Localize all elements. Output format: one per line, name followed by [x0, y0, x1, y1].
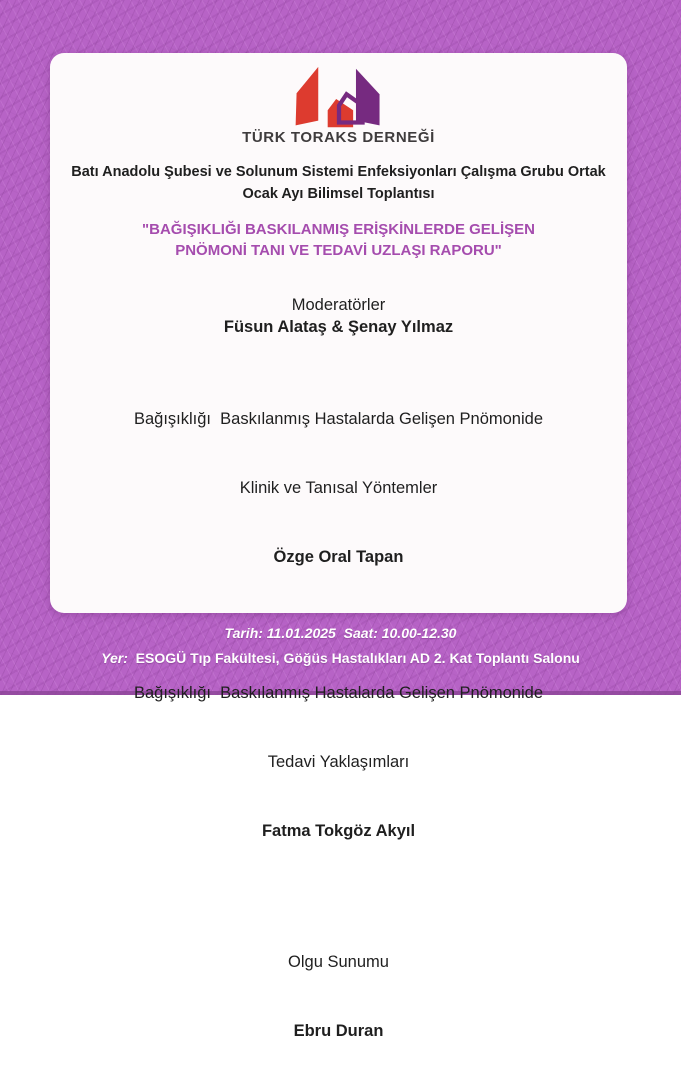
report-topic-line1: "BAĞIŞIKLIĞI BASKILANMIŞ ERİŞKİNLERDE GELİŞEN	[142, 221, 535, 238]
meeting-title-line2: Ocak Ayı Bilimsel Toplantısı	[242, 186, 435, 202]
session-2-title-line1: Bağışıklığı Baskılanmış Hastalarda Gelişen Pnömonide	[133, 684, 544, 702]
date-label: Tarih:	[224, 625, 263, 641]
meeting-title-line1: Batı Anadolu Şubesi ve Solunum Sistemi Enfeksiyonları Çalışma Grubu Ortak	[71, 164, 606, 180]
meeting-title	[50, 161, 627, 205]
report-topic-heading	[50, 219, 627, 261]
moderators-label: Moderatörler	[291, 296, 386, 314]
session-1-title-line1: Bağışıklığı Baskılanmış Hastalarda Gelişen Pnömonide	[133, 410, 544, 428]
logo-wordmark: TÜRK TORAKS DERNEĞİ	[242, 129, 435, 146]
session-3-title-line1: Olgu Sunumu	[288, 953, 389, 971]
turk-toraks-dernegi-logo-icon	[287, 65, 391, 131]
moderators-section	[50, 294, 627, 338]
venue-value: ESOGÜ Tıp Fakültesi, Göğüs Hastalıkları AD 2. Kat Toplantı Salonu	[135, 650, 580, 666]
session-2-speaker: Fatma Tokgöz Akyıl	[261, 822, 416, 840]
session-1-speaker: Özge Oral Tapan	[273, 548, 404, 566]
session-1-title-line2: Klinik ve Tanısal Yöntemler	[239, 479, 438, 497]
report-topic-line2: PNÖMONİ TANI VE TEDAVİ UZLAŞI RAPORU"	[175, 242, 502, 259]
moderator-names: Füsun Alataş & Şenay Yılmaz	[223, 318, 454, 336]
footer-date-time-line	[225, 621, 457, 646]
session-3-speaker: Ebru Duran	[293, 1022, 384, 1040]
session-3	[50, 905, 627, 1089]
date-value: 11.01.2025	[266, 625, 336, 641]
footer-venue-line	[101, 646, 580, 671]
venue-label: Yer:	[101, 650, 128, 666]
session-1	[50, 362, 627, 615]
time-value: 10.00-12.30	[381, 625, 457, 641]
footer-info	[0, 613, 681, 695]
session-2-title-line2: Tedavi Yaklaşımları	[267, 753, 410, 771]
time-label: Saat:	[343, 625, 378, 641]
